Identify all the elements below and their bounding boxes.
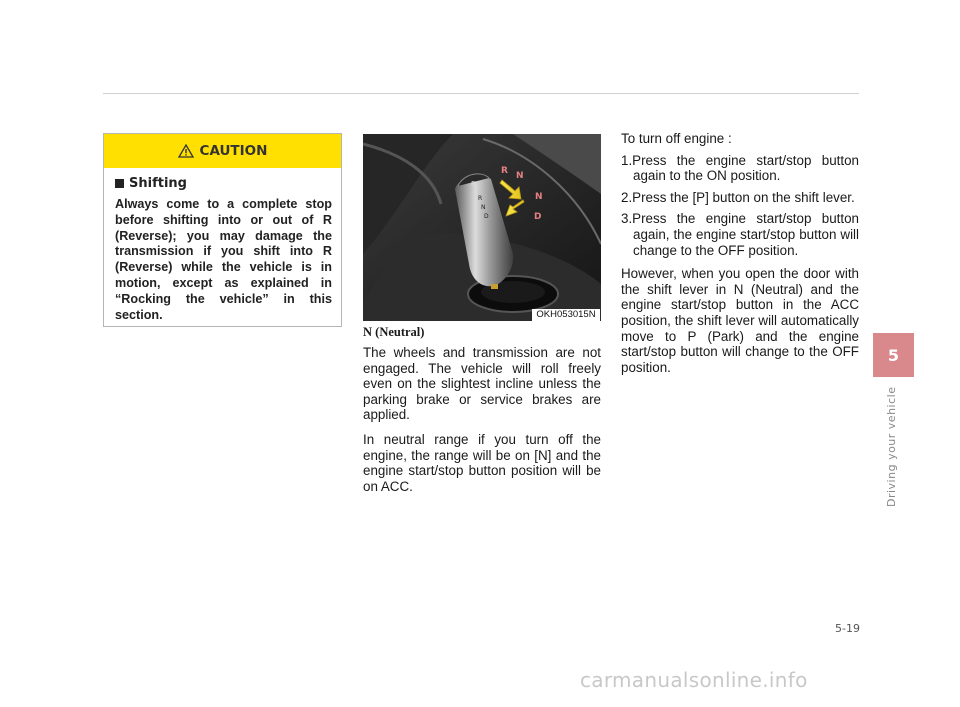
gate-letter-d: D bbox=[534, 212, 542, 222]
turn-off-section bbox=[621, 131, 859, 384]
top-divider bbox=[103, 93, 859, 94]
caution-box bbox=[103, 133, 342, 327]
caution-subheading-text: Shifting bbox=[129, 176, 187, 191]
chapter-tab-label: Driving your vehicle bbox=[885, 386, 898, 507]
list-item: 1.Press the engine start/stop button again to the ON position. bbox=[621, 152, 859, 184]
neutral-paragraph-2: In neutral range if you turn off the engine, the range will be on [N] and the engine start/stop button position will be on ACC. bbox=[363, 431, 601, 494]
caution-subheading bbox=[115, 176, 332, 191]
turn-off-steps bbox=[621, 153, 859, 259]
page-number: 5-19 bbox=[835, 622, 860, 635]
warning-triangle-icon bbox=[178, 144, 194, 158]
caution-header bbox=[104, 134, 341, 168]
gate-letter-n-lower: N bbox=[535, 192, 543, 202]
knob-letter-r: R bbox=[478, 195, 483, 202]
shift-lever-photo bbox=[363, 134, 601, 321]
neutral-heading: N (Neutral) bbox=[363, 325, 425, 339]
neutral-section bbox=[363, 325, 601, 503]
turn-off-note: However, when you open the door with the shift lever in N (Neutral) and the engine start/stop button in the ACC position, the shift lever will automatically move to P (Park) and the engine start/stop button will change to the OFF position. bbox=[621, 266, 859, 375]
knob-letter-d: D bbox=[484, 213, 489, 220]
caution-title: CAUTION bbox=[199, 143, 268, 159]
watermark: carmanualsonline.info bbox=[580, 668, 808, 692]
figure-code: OKH053015N bbox=[532, 309, 600, 321]
gate-letter-r: R bbox=[501, 166, 508, 176]
gate-letter-n-upper: N bbox=[516, 171, 524, 181]
caution-text: Always come to a complete stop before shifting into or out of R (Reverse); you may damage the transmission if you shift into R (Reverse) while the vehicle is in motion, except as explained in “Rocking the vehicle” in this section. bbox=[115, 197, 332, 322]
neutral-paragraph-1: The wheels and transmission are not engaged. The vehicle will roll freely even on the slightest incline unless the parking brake or service brakes are applied. bbox=[363, 345, 601, 423]
list-item: 3.Press the engine start/stop button again, the engine start/stop button will change to the OFF position. bbox=[621, 211, 859, 258]
bullet-square-icon bbox=[115, 179, 124, 188]
knob-letter-n: N bbox=[481, 204, 486, 211]
chapter-tab-number: 5 bbox=[873, 333, 914, 377]
turn-off-intro: To turn off engine : bbox=[621, 131, 732, 146]
knob-letter-p: P bbox=[471, 180, 476, 188]
list-item: 2.Press the [P] button on the shift lever. bbox=[621, 189, 855, 205]
